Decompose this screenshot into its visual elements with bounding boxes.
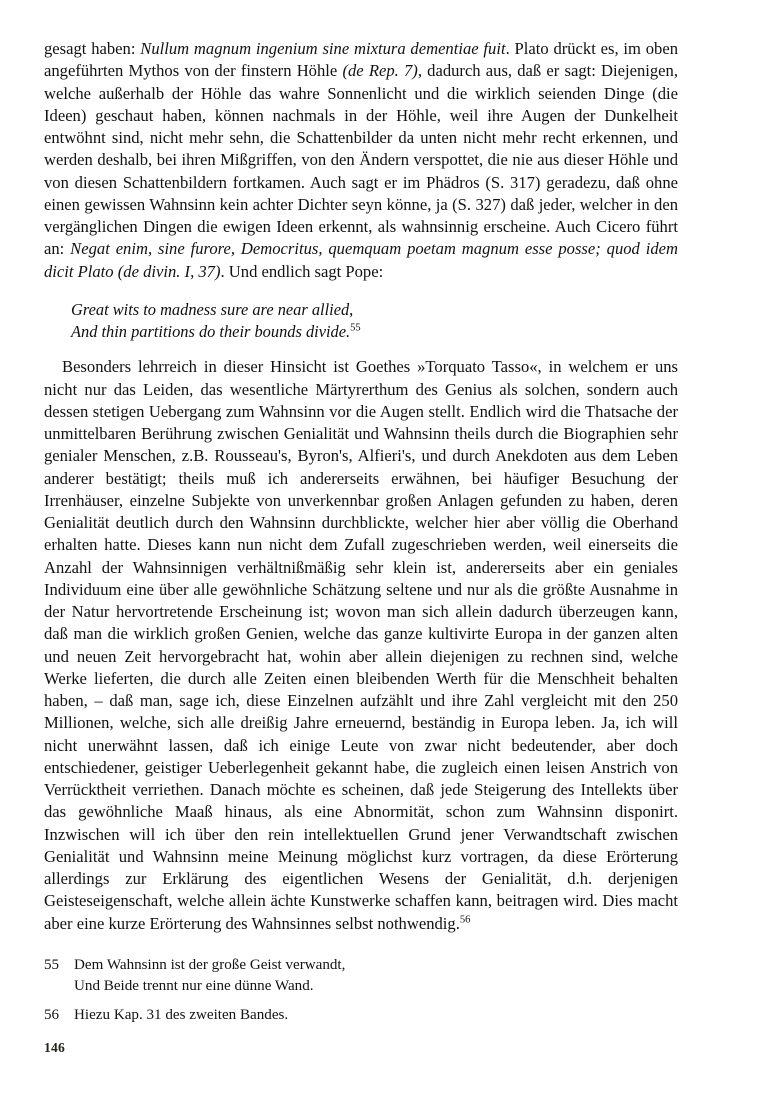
footnote-marker-56[interactable]: 56 — [459, 914, 471, 926]
footnote-55-text — [74, 955, 678, 998]
paragraph-1-segment-1: gesagt haben: — [44, 39, 141, 58]
paragraph-plato-cicero — [44, 38, 678, 283]
verse-line-1: Great wits to madness sure are near allied, — [71, 299, 354, 319]
footnote-56-number: 56 — [44, 1006, 60, 1023]
text-column — [44, 38, 678, 935]
paragraph-1-segment-3: , dadurch aus, daß er sagt: Diejenigen, welche außerhalb der Höhle das wahre Sonnenlicht und die wirklich seienden Dinge (die Ideen) geschaut haben, können nachmals in der Höhle, weil ihre Augen der Dunkelheit entwöhnt sind, nicht mehr sehn, die Schattenbilder da unten nicht mehr recht erkennen, und werden deshalb, bei ihren Mißgriffen, von den Ändern verspottet, die nie aus dieser Höhle und von diesen Schattenbildern fortkamen. Auch sagt er im Phädros (S. 317) geradezu, daß ohne einen gewissen Wahnsinn kein achter Dichter seyn könne, ja (S. 327) daß jeder, welcher in den vergänglichen Dingen die ewigen Ideen erkennt, als wahnsinnig erscheine. Auch Cicero führt an: — [44, 61, 678, 259]
paragraph-1-segment-4: . Und endlich sagt Pope: — [220, 261, 384, 281]
latin-quote-negat-enim: Negat enim, sine furore, Democritus, quemquam poetam magnum esse posse; quod idem dicit Plato (de divin. I, 37) — [44, 239, 678, 281]
page-number: 146 — [44, 1040, 65, 1055]
citation-de-rep-7: (de Rep. 7) — [342, 61, 418, 81]
paragraph-goethe-tasso — [44, 356, 678, 935]
footnotes-section — [44, 955, 678, 1026]
paragraph-2-text: Besonders lehrreich in dieser Hinsicht ist Goethes »Torquato Tasso«, in welchem er uns nicht nur das Leiden, das wesentliche Märtyrerthum des Genius als solchen, sondern auch dessen stetigen Uebergang zum Wahnsinn vor die Augen stellt. Endlich wird die Thatsache der unmittelbaren Berührung zwischen Genialität und Wahnsinn theils durch die Biographien sehr genialer Menschen, z.B. Rousseau's, Byron's, Alfieri's, und durch Anekdoten aus dem Leben anderer bestätigt; theils muß ich andererseits erwähnen, bei häufiger Besuchung der Irrenhäuser, einzelne Subjekte von unverkennbar großen Anlagen gefunden zu haben, deren Genialität deutlich durch den Wahnsinn durchblickte, welcher hier aber völlig die Oberhand erhalten hatte. Dieses kann nun nicht dem Zufall zugeschrieben werden, weil einerseits die Anzahl der Wahnsinnigen verhältnißmäßig sehr klein ist, andererseits aber ein geniales Individuum eine über alle gewöhnliche Schätzung seltene und nur als die größte Ausnahme in der Natur hervortretende Erscheinung ist; wovon man sich allein dadurch überzeugen kann, daß man die wirklich großen Genien, welche das ganze kultivirte Europa in der ganzen alten und neuen Zeit hervorgebracht hat, wohin aber allein diejenigen zu rechnen sind, welche Werke lieferten, die durch alle Zeiten einen bleibenden Werth für die Menschheit behalten haben, – daß man, sage ich, diese Einzelnen aufzählt und ihre Zahl vergleicht mit den 250 Millionen, welche, sich alle dreißig Jahre erneuernd, beständig in Europa leben. Ja, ich will nicht unerwähnt lassen, daß ich einige Leute von zwar nicht bedeutender, aber doch entschiedener, geistiger Ueberlegenheit gekannt habe, die zugleich einen leisen Anstrich von Verrücktheit verriethen. Danach möchte es scheinen, daß jede Steigerung des Intellekts über das gewöhnliche Maaß hinaus, als eine Abnormität, schon zum Wahnsinn disponirt. Inzwischen will ich über den rein intellektuellen Grund jener Verwandtschaft zwischen Genialität und Wahnsinn meine Meinung möglichst kurz vortragen, da diese Erörterung allerdings zur Erklärung des eigentlichen Wesens der Genialität, d.h. derjenigen Geisteseigenschaft, welche allein ächte Kunstwerke schaffen kann, beitragen wird. Dies macht aber eine kurze Erörterung des Wahnsinnes selbst nothwendig. — [44, 357, 678, 933]
footnote-55-line-1: Dem Wahnsinn ist der große Geist verwandt, — [74, 957, 346, 973]
footnote-55-number: 55 — [44, 957, 60, 973]
footnote-55 — [44, 955, 678, 998]
verse-line-2 — [71, 321, 678, 343]
paragraph-1-segment-2: . Plato drückt es, im oben angeführten Mythos von der finstern Höhle — [44, 39, 679, 81]
footnote-56-line-1: Hiezu Kap. 31 des zweiten Bandes. — [74, 1006, 289, 1023]
verse-quote-pope — [44, 299, 678, 344]
footnote-56 — [44, 1005, 678, 1026]
footnote-marker-55[interactable]: 55 — [350, 322, 361, 334]
latin-quote-nullum-magnum: Nullum magnum ingenium sine mixtura dementiae fuit — [140, 39, 506, 58]
footnote-56-text — [74, 1005, 678, 1026]
verse-line-2-text: And thin partitions do their bounds divide. — [71, 322, 351, 342]
footnote-55-line-2: Und Beide trennt nur eine dünne Wand. — [74, 978, 314, 995]
